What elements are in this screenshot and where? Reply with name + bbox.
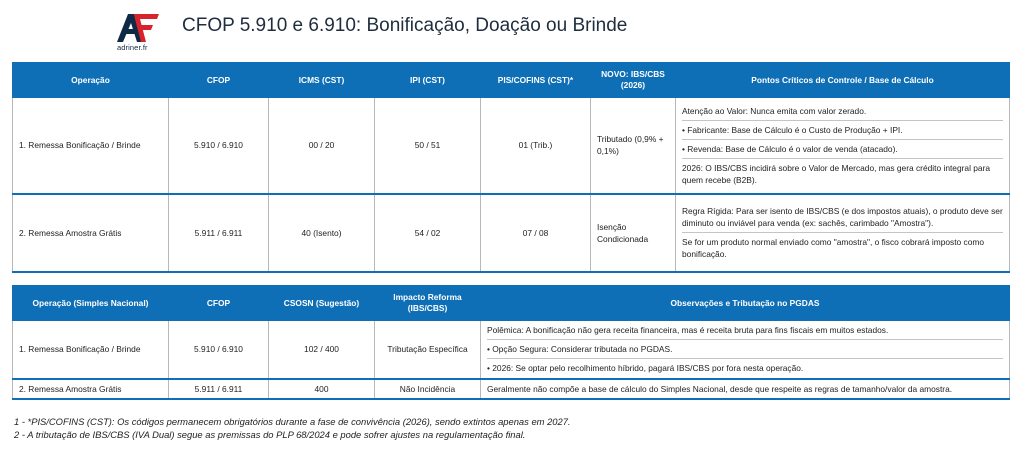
note-item: Regra Rígida: Para ser isento de IBS/CBS (e dos impostos atuais), o produto deve ser diminuto ou inviável para venda (ex: sachês, carimbado "Amostra"). — [682, 202, 1003, 233]
cell-csosn: 400 — [269, 379, 375, 399]
col-ipi: IPI (CST) — [375, 63, 481, 98]
cell-cfop: 5.910 / 6.910 — [169, 98, 269, 194]
cell-notes — [481, 379, 1010, 399]
cell-operacao: 2. Remessa Amostra Grátis — [13, 379, 169, 399]
col-pis-cofins: PIS/COFINS (CST)* — [481, 63, 591, 98]
table-row — [13, 321, 1010, 379]
cell-cfop: 5.911 / 6.911 — [169, 194, 269, 272]
cell-icms: 00 / 20 — [269, 98, 375, 194]
col-observacoes: Observações e Tributação no PGDAS — [481, 286, 1010, 321]
col-icms: ICMS (CST) — [269, 63, 375, 98]
footnote-2: 2 - A tributação de IBS/CBS (IVA Dual) segue as premissas do PLP 68/2024 e pode sofrer ajustes na regulamentação final. — [14, 429, 526, 440]
cell-notes — [676, 194, 1010, 272]
note-item: Geralmente não compõe a base de cálculo do Simples Nacional, desde que respeite as regras de tamanho/valor da amostra. — [487, 383, 953, 394]
cell-csosn: 102 / 400 — [269, 321, 375, 379]
cell-notes — [481, 321, 1010, 379]
table-regime-normal — [12, 62, 1010, 273]
cell-notes — [676, 98, 1010, 194]
note-item: • 2026: Se optar pelo recolhimento híbrido, pagará IBS/CBS por fora nesta operação. — [487, 363, 804, 374]
table-row — [13, 379, 1010, 399]
col-csosn: CSOSN (Sugestão) — [269, 286, 375, 321]
cell-pis: 01 (Trib.) — [481, 98, 591, 194]
cell-cfop: 5.911 / 6.911 — [169, 379, 269, 399]
note-item: Atenção ao Valor: Nunca emita com valor zerado. — [682, 102, 1003, 121]
col-operacao-simples: Operação (Simples Nacional) — [13, 286, 169, 321]
cell-ibs: Tributado (0,9% + 0,1%) — [591, 98, 676, 194]
page-title: CFOP 5.910 e 6.910: Bonificação, Doação ou Brinde — [182, 15, 628, 36]
cell-operacao: 2. Remessa Amostra Grátis — [13, 194, 169, 272]
logo-caption: adriner.fr — [117, 43, 148, 52]
table2-header-row — [13, 286, 1010, 321]
note-item: Se for um produto normal enviado como "amostra", o fisco cobrará imposto como bonificação. — [682, 237, 984, 259]
footnote-1: 1 - *PIS/COFINS (CST): Os códigos permanecem obrigatórios durante a fase de convivência (2026), sendo extintos apenas em 2027. — [14, 416, 571, 427]
col-pontos-criticos: Pontos Críticos de Controle / Base de Cálculo — [676, 63, 1010, 98]
note-item: • Opção Segura: Considerar tributada no PGDAS. — [487, 340, 1003, 359]
table-row — [13, 98, 1010, 194]
note-item: • Fabricante: Base de Cálculo é o Custo de Produção + IPI. — [682, 121, 1003, 140]
col-operacao: Operação — [13, 63, 169, 98]
col-cfop: CFOP — [169, 286, 269, 321]
cell-operacao: 1. Remessa Bonificação / Brinde — [13, 321, 169, 379]
footnotes — [14, 415, 571, 441]
note-item: • Revenda: Base de Cálculo é o valor de venda (atacado). — [682, 140, 1003, 159]
table-row — [13, 194, 1010, 272]
cell-impacto: Não Incidência — [375, 379, 481, 399]
cell-operacao: 1. Remessa Bonificação / Brinde — [13, 98, 169, 194]
page-header — [115, 10, 715, 55]
col-cfop: CFOP — [169, 63, 269, 98]
logo-af-icon — [115, 10, 161, 44]
cell-ipi: 54 / 02 — [375, 194, 481, 272]
col-impacto-reforma: Impacto Reforma (IBS/CBS) — [375, 286, 481, 321]
note-item: 2026: O IBS/CBS incidirá sobre o Valor de Mercado, mas gera crédito integral para quem recebe (B2B). — [682, 162, 991, 185]
cell-ibs: Isenção Condicionada — [591, 194, 676, 272]
adriner-logo — [115, 10, 165, 55]
cell-impacto: Tributação Específica — [375, 321, 481, 379]
table-simples-nacional — [12, 285, 1010, 400]
table1-header-row — [13, 63, 1010, 98]
col-ibs-cbs: NOVO: IBS/CBS (2026) — [591, 63, 676, 98]
cell-ipi: 50 / 51 — [375, 98, 481, 194]
cell-pis: 07 / 08 — [481, 194, 591, 272]
cell-icms: 40 (Isento) — [269, 194, 375, 272]
cell-cfop: 5.910 / 6.910 — [169, 321, 269, 379]
note-item: Polêmica: A bonificação não gera receita financeira, mas é receita bruta para fins fiscais em muitos estados. — [487, 321, 1003, 340]
